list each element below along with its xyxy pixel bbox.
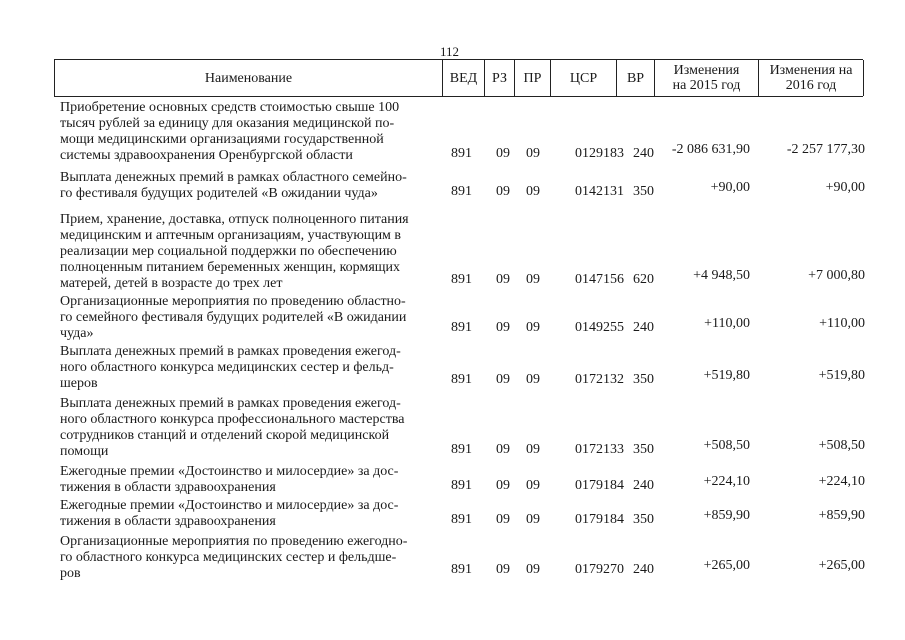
row-csr: 0172132 bbox=[575, 372, 624, 387]
row-name-line: шеров bbox=[60, 376, 98, 391]
header-name: Наименование bbox=[55, 60, 443, 96]
row-rz: 09 bbox=[496, 442, 510, 457]
header-changes-2016-line1: Изменения на bbox=[769, 63, 853, 78]
row-name-line: системы здравоохранения Оренбургской области bbox=[60, 148, 353, 163]
header-vr: ВР bbox=[617, 60, 655, 96]
header-changes-2015 bbox=[655, 60, 759, 96]
header-changes-2016 bbox=[759, 60, 864, 96]
row-name bbox=[60, 212, 440, 292]
row-pr: 09 bbox=[526, 146, 540, 161]
row-ved: 891 bbox=[451, 442, 472, 457]
row-name-line: Выплата денежных премий в рамках проведения ежегод- bbox=[60, 344, 401, 359]
row-csr: 0179270 bbox=[575, 562, 624, 577]
row-name-line: мощи медицинскими организациями государственной bbox=[60, 132, 384, 147]
row-name-line: медицинским и аптечным организациям, участвующим в bbox=[60, 228, 402, 243]
header-rz: РЗ bbox=[485, 60, 515, 96]
row-changes-2016: +859,90 bbox=[818, 508, 865, 523]
row-pr: 09 bbox=[526, 372, 540, 387]
row-rz: 09 bbox=[496, 272, 510, 287]
row-name-line: тысяч рублей за единицу для оказания медицинской по- bbox=[60, 116, 395, 131]
row-name-line: Выплата денежных премий в рамках областного семейно- bbox=[60, 170, 407, 185]
row-name bbox=[60, 396, 440, 460]
row-csr: 0172133 bbox=[575, 442, 624, 457]
row-name-line: Прием, хранение, доставка, отпуск полноценного питания bbox=[60, 212, 409, 227]
row-rz: 09 bbox=[496, 372, 510, 387]
row-changes-2015: +265,00 bbox=[703, 558, 750, 573]
row-vr: 350 bbox=[633, 372, 654, 387]
header-changes-2015-line2: на 2015 год bbox=[672, 78, 741, 93]
row-csr: 0179184 bbox=[575, 512, 624, 527]
row-name bbox=[60, 534, 440, 582]
row-changes-2016: +110,00 bbox=[819, 316, 865, 331]
row-vr: 620 bbox=[633, 272, 654, 287]
row-csr: 0179184 bbox=[575, 478, 624, 493]
row-pr: 09 bbox=[526, 184, 540, 199]
row-pr: 09 bbox=[526, 478, 540, 493]
row-ved: 891 bbox=[451, 372, 472, 387]
row-csr: 0129183 bbox=[575, 146, 624, 161]
row-name-line: сотрудников станций и отделений скорой медицинской bbox=[60, 428, 390, 443]
row-name-line: реализации мер социальной поддержки по обеспечению bbox=[60, 244, 397, 259]
row-changes-2016: +508,50 bbox=[818, 438, 865, 453]
header-changes-2015-line1: Изменения bbox=[673, 63, 740, 78]
row-name bbox=[60, 294, 440, 342]
row-ved: 891 bbox=[451, 478, 472, 493]
row-pr: 09 bbox=[526, 512, 540, 527]
row-ved: 891 bbox=[451, 146, 472, 161]
row-changes-2015: +519,80 bbox=[703, 368, 750, 383]
row-name bbox=[60, 100, 440, 164]
row-rz: 09 bbox=[496, 184, 510, 199]
row-pr: 09 bbox=[526, 272, 540, 287]
row-changes-2015: +4 948,50 bbox=[693, 268, 750, 283]
row-changes-2016: +224,10 bbox=[818, 474, 865, 489]
row-ved: 891 bbox=[451, 184, 472, 199]
row-name-line: го семейного фестиваля будущих родителей «В ожидании bbox=[60, 310, 407, 325]
row-csr: 0142131 bbox=[575, 184, 624, 199]
row-vr: 240 bbox=[633, 146, 654, 161]
row-name bbox=[60, 464, 440, 496]
row-name-line: тижения в области здравоохранения bbox=[60, 480, 276, 495]
row-changes-2016: +7 000,80 bbox=[808, 268, 865, 283]
row-csr: 0149255 bbox=[575, 320, 624, 335]
header-csr: ЦСР bbox=[551, 60, 617, 96]
row-vr: 240 bbox=[633, 478, 654, 493]
row-changes-2015: +90,00 bbox=[710, 180, 750, 195]
row-name-line: го областного конкурса медицинских сестер и фельдше- bbox=[60, 550, 397, 565]
row-changes-2016: -2 257 177,30 bbox=[786, 142, 865, 157]
row-name-line: Ежегодные премии «Достоинство и милосердие» за дос- bbox=[60, 464, 399, 479]
row-csr: 0147156 bbox=[575, 272, 624, 287]
row-vr: 240 bbox=[633, 320, 654, 335]
row-ved: 891 bbox=[451, 562, 472, 577]
row-rz: 09 bbox=[496, 562, 510, 577]
row-name bbox=[60, 498, 440, 530]
row-name-line: ного областного конкурса медицинских сестер и фельд- bbox=[60, 360, 394, 375]
row-changes-2016: +265,00 bbox=[818, 558, 865, 573]
row-rz: 09 bbox=[496, 478, 510, 493]
row-name-line: Приобретение основных средств стоимостью свыше 100 bbox=[60, 100, 400, 115]
row-name-line: Организационные мероприятия по проведению ежегодно- bbox=[60, 534, 408, 549]
row-changes-2015: -2 086 631,90 bbox=[671, 142, 750, 157]
row-name-line: помощи bbox=[60, 444, 109, 459]
row-name bbox=[60, 170, 440, 202]
row-name-line: Ежегодные премии «Достоинство и милосердие» за дос- bbox=[60, 498, 399, 513]
row-rz: 09 bbox=[496, 512, 510, 527]
row-name-line: тижения в области здравоохранения bbox=[60, 514, 276, 529]
header-changes-2016-line2: 2016 год bbox=[785, 78, 837, 93]
row-name-line: Выплата денежных премий в рамках проведения ежегод- bbox=[60, 396, 401, 411]
row-changes-2015: +508,50 bbox=[703, 438, 750, 453]
row-name bbox=[60, 344, 440, 392]
row-pr: 09 bbox=[526, 562, 540, 577]
row-name-line: Организационные мероприятия по проведению областно- bbox=[60, 294, 406, 309]
row-name-line: ров bbox=[60, 566, 81, 581]
table-header bbox=[54, 59, 863, 97]
row-rz: 09 bbox=[496, 320, 510, 335]
row-changes-2016: +519,80 bbox=[818, 368, 865, 383]
row-vr: 350 bbox=[633, 184, 654, 199]
page-number: 112 bbox=[440, 44, 460, 59]
row-name-line: чуда» bbox=[60, 326, 94, 341]
row-changes-2015: +859,90 bbox=[703, 508, 750, 523]
row-changes-2015: +110,00 bbox=[704, 316, 750, 331]
row-ved: 891 bbox=[451, 512, 472, 527]
row-vr: 350 bbox=[633, 512, 654, 527]
row-changes-2015: +224,10 bbox=[703, 474, 750, 489]
row-changes-2016: +90,00 bbox=[825, 180, 865, 195]
row-vr: 350 bbox=[633, 442, 654, 457]
row-vr: 240 bbox=[633, 562, 654, 577]
row-ved: 891 bbox=[451, 320, 472, 335]
row-name-line: ного областного конкурса профессионального мастерства bbox=[60, 412, 405, 427]
row-pr: 09 bbox=[526, 320, 540, 335]
header-ved: ВЕД bbox=[443, 60, 485, 96]
row-name-line: го фестиваля будущих родителей «В ожидании чуда» bbox=[60, 186, 378, 201]
row-name-line: полноценным питанием беременных женщин, кормящих bbox=[60, 260, 401, 275]
header-pr: ПР bbox=[515, 60, 551, 96]
row-rz: 09 bbox=[496, 146, 510, 161]
row-pr: 09 bbox=[526, 442, 540, 457]
row-ved: 891 bbox=[451, 272, 472, 287]
row-name-line: матерей, детей в возрасте до трех лет bbox=[60, 276, 283, 291]
